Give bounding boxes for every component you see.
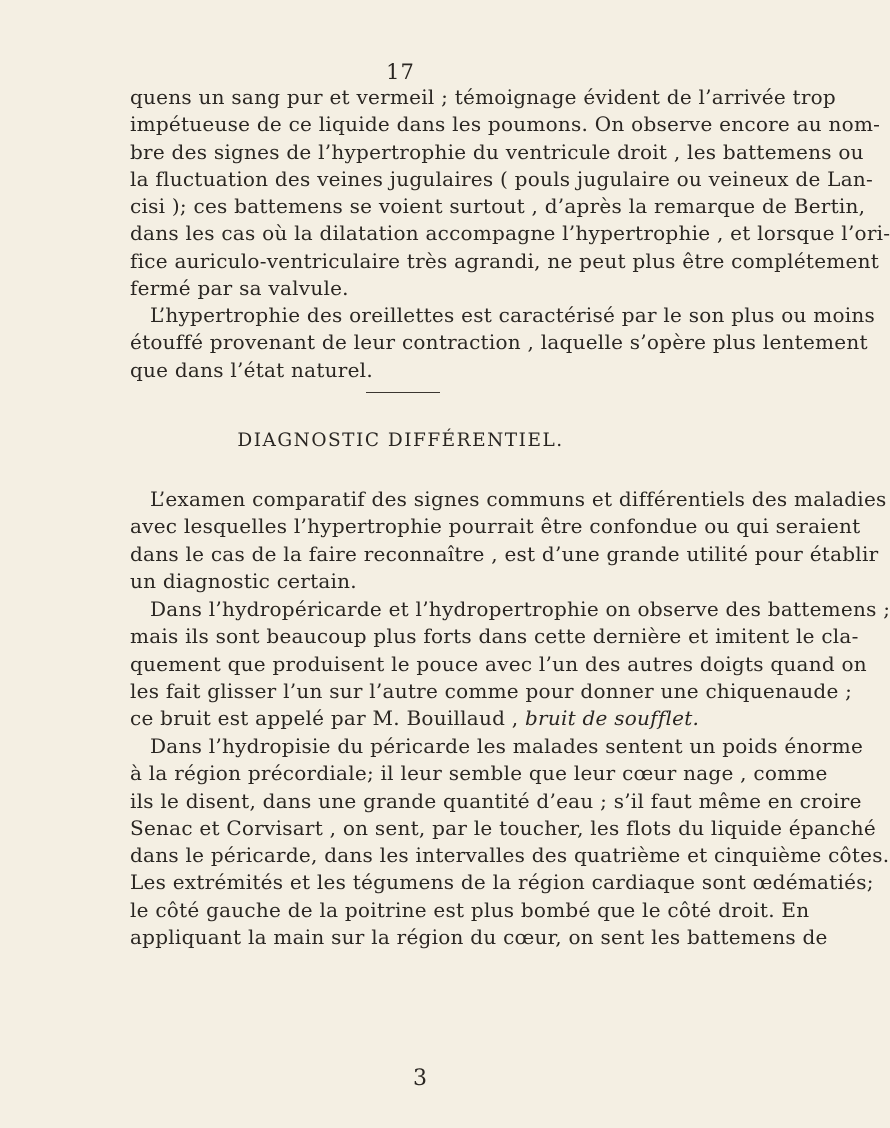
text-fragment: ce bruit est appelé par M. Bouillaud ,	[130, 706, 525, 731]
paragraph-hydropisie	[130, 760, 890, 951]
text-line: dans les cas où la dilatation accompagne l’hypertrophie , et lorsque l’ori-	[130, 221, 890, 246]
text-line: que dans l’état naturel.	[130, 357, 373, 382]
text-line: à la région précordiale; il leur semble que leur cœur nage , comme	[130, 761, 828, 786]
section-heading: DIAGNOSTIC DIFFÉRENTIEL.	[237, 430, 564, 451]
text-line: cisi ); ces battemens se voient surtout , d’après la remarque de Bertin,	[130, 194, 866, 219]
text-line: Les extrémités et les tégumens de la région cardiaque sont œdématiés;	[130, 870, 874, 895]
page-number: 17	[386, 60, 415, 84]
text-line: bre des signes de l’hypertrophie du ventricule droit , les battemens ou	[130, 139, 864, 164]
text-line: mais ils sont beaucoup plus forts dans cette dernière et imitent le cla-	[130, 624, 859, 649]
text-line: le côté gauche de la poitrine est plus bombé que le côté droit. En	[130, 897, 810, 922]
text-line	[130, 705, 700, 732]
text-line: fice auriculo-ventriculaire très agrandi, ne peut plus être complétement	[130, 248, 880, 273]
text-line: appliquant la main sur la région du cœur, on sent les battemens de	[130, 925, 828, 950]
text-line: la fluctuation des veines jugulaires ( pouls jugulaire ou veineux de Lan-	[130, 166, 874, 191]
text-line: L’examen comparatif des signes communs et différentiels des maladies	[150, 487, 887, 511]
text-line: fermé par sa valvule.	[130, 276, 349, 301]
text-line: étouffé provenant de leur contraction , laquelle s’opère plus lentement	[130, 330, 868, 355]
text-line: ils le disent, dans une grande quantité d’eau ; s’il faut même en croire	[130, 788, 862, 813]
italic-term: bruit de soufflet.	[524, 706, 700, 731]
paragraph-hydropericarde-first	[150, 596, 890, 623]
paragraph-diagnostic-intro	[130, 513, 879, 595]
text-line: Dans l’hydropisie du péricarde les malades sentent un poids énorme	[150, 734, 864, 758]
text-line: quement que produisent le pouce avec l’un des autres doigts quand on	[130, 651, 867, 676]
paragraph-hypertrophy-right-ventricle	[130, 84, 890, 302]
text-line: quens un sang pur et vermeil ; témoignage évident de l’arrivée trop	[130, 85, 836, 109]
section-divider	[366, 392, 440, 393]
paragraph-hypertrophy-auricles	[150, 302, 876, 329]
paragraph-hydropericarde	[130, 623, 867, 732]
text-line: Senac et Corvisart , on sent, par le toucher, les flots du liquide épanché	[130, 815, 876, 840]
paragraph-hydropisie-first	[150, 733, 864, 760]
text-line: Dans l’hydropéricarde et l’hydropertrophie on observe des battemens ;	[150, 597, 890, 621]
paragraph-hypertrophy-auricles-cont	[130, 329, 868, 384]
text-line: dans le péricarde, dans les intervalles des quatrième et cinquième côtes.	[130, 843, 890, 868]
paragraph-diagnostic-intro-first	[150, 486, 887, 513]
text-line: les fait glisser l’un sur l’autre comme pour donner une chiquenaude ;	[130, 678, 853, 703]
text-line: avec lesquelles l’hypertrophie pourrait être confondue ou qui seraient	[130, 514, 861, 539]
text-line: impétueuse de ce liquide dans les poumons. On observe encore au nom-	[130, 112, 881, 137]
signature-mark: 3	[413, 1066, 427, 1091]
text-line: un diagnostic certain.	[130, 568, 357, 593]
text-line: dans le cas de la faire reconnaître , est d’une grande utilité pour établir	[130, 541, 879, 566]
text-line: L’hypertrophie des oreillettes est caractérisé par le son plus ou moins	[150, 303, 876, 327]
